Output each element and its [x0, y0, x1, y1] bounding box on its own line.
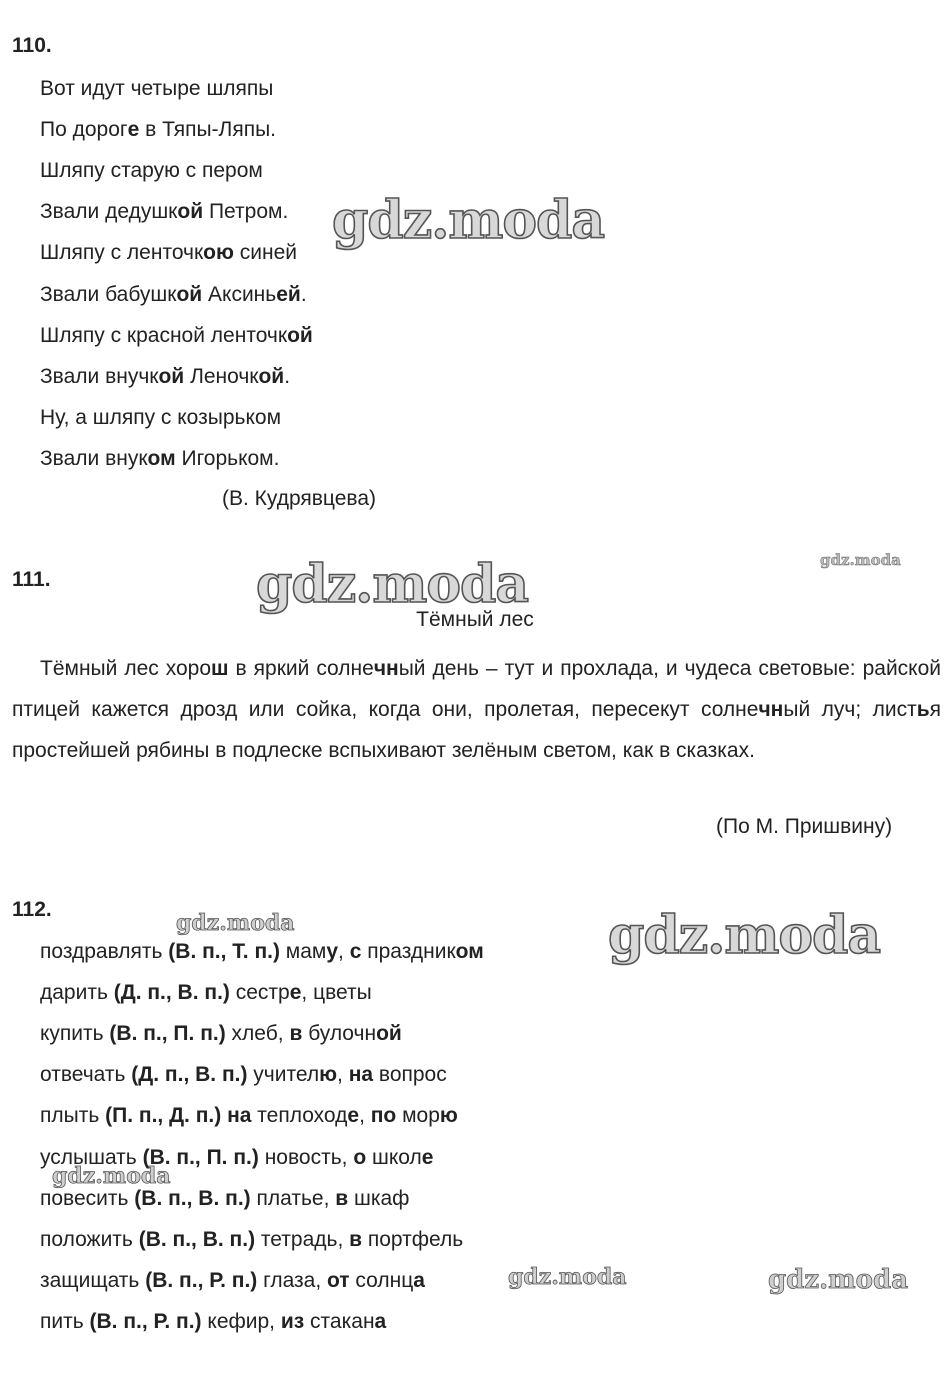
watermark-logo: gdz.moda — [508, 1264, 627, 1290]
watermark-logo: gdz.moda — [256, 554, 529, 615]
watermark-logo: gdz.moda — [332, 190, 605, 251]
phrase-line: плыть (П. п., Д. п.) на теплоходе, по морю — [40, 1104, 458, 1128]
poem-line: Звали внучкой Леночкой. — [40, 364, 291, 388]
poem-line: Звали дедушкой Петром. — [40, 200, 289, 224]
phrase-line: повесить (В. п., В. п.) платье, в шкаф — [40, 1186, 410, 1210]
exercise-110-author: (В. Кудрявцева) — [222, 487, 376, 510]
watermark-logo: gdz.moda — [176, 910, 295, 936]
poem-line: Звали бабушкой Аксиньей. — [40, 282, 307, 306]
phrase-line: купить (В. п., П. п.) хлеб, в булочной — [40, 1022, 402, 1046]
poem-line: Звали внуком Игорьком. — [40, 446, 280, 470]
exercise-112-number: 112. — [12, 898, 52, 921]
watermark-logo: gdz.moda — [52, 1163, 171, 1189]
phrase-line: услышать (В. п., П. п.) новость, о школе — [40, 1145, 434, 1169]
poem-line: Шляпу старую с пером — [40, 159, 263, 183]
phrase-line: положить (В. п., В. п.) тетрадь, в портфель — [40, 1227, 464, 1251]
phrase-line: отвечать (Д. п., В. п.) учителю, на вопрос — [40, 1063, 447, 1087]
exercise-111-paragraph: Тёмный лес хорош в яркий солнечный день – тут и прохлада, и чудеса световые: райской птицей кажется дрозд или сойка, когда они, пролетая, пересекут солнечный луч; листья простейшей рябины в подлеске вспыхивают зелёным светом, как в сказках. — [12, 657, 942, 762]
poem-line: По дороге в Тяпы-Ляпы. — [40, 118, 277, 142]
exercise-111-author: (По М. Пришвину) — [716, 815, 893, 838]
poem-line: Шляпу с ленточкою синей — [40, 241, 298, 265]
exercise-111-number: 111. — [12, 568, 51, 591]
watermark-logo: gdz.moda — [608, 905, 881, 966]
watermark-logo: gdz.moda — [820, 551, 901, 569]
exercise-111-title: Тёмный лес — [416, 608, 534, 631]
exercise-110-number: 110. — [12, 34, 52, 57]
phrase-line: поздравлять (В. п., Т. п.) маму, с праздником — [40, 940, 484, 963]
poem-line: Вот идут четыре шляпы — [40, 77, 274, 100]
poem-line: Ну, а шляпу с козырьком — [40, 405, 282, 429]
phrase-line: пить (В. п., Р. п.) кефир, из стакана — [40, 1309, 387, 1333]
phrase-line: защищать (В. п., Р. п.) глаза, от солнца — [40, 1268, 425, 1292]
watermark-logo: gdz.moda — [768, 1265, 909, 1295]
poem-line: Шляпу с красной ленточкой — [40, 323, 313, 347]
phrase-line: дарить (Д. п., В. п.) сестре, цветы — [40, 981, 372, 1005]
